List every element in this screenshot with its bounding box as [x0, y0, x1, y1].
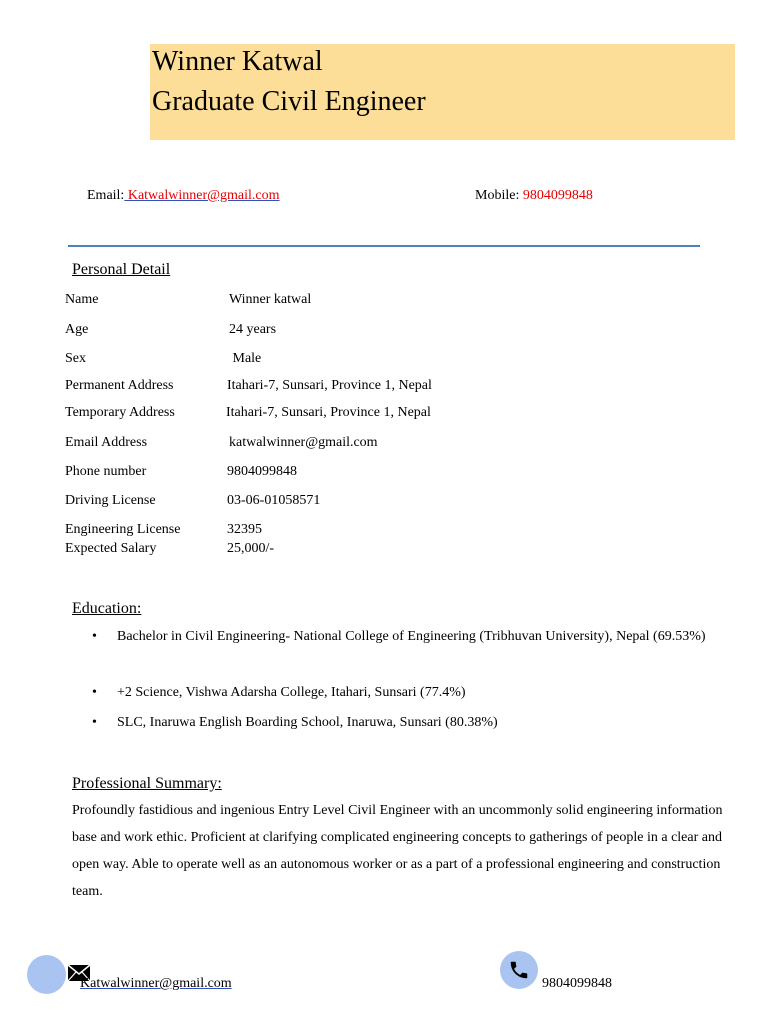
summary-text: Profoundly fastidious and ingenious Entry Level Civil Engineer with an uncommonly solid engineering information base and work ethic. Proficient at clarifying complicated engineering concepts to gatherings of people in a clear and open way. Able to operate well as an autonomous worker or as a part of a professional engineering and construction team. — [72, 803, 723, 899]
detail-value: Winner katwal — [229, 292, 312, 307]
mobile-value: 9804099848 — [519, 188, 593, 203]
detail-label: Engineering License — [65, 522, 181, 537]
mobile-label: Mobile: — [475, 188, 520, 203]
divider — [68, 245, 700, 247]
detail-value: Itahari-7, Sunsari, Province 1, Nepal — [226, 405, 431, 420]
education-item: +2 Science, Vishwa Adarsha College, Itahari, Sunsari (77.4%) — [117, 685, 466, 700]
detail-value: 24 years — [229, 322, 277, 337]
candidate-title: Graduate Civil Engineer — [152, 86, 426, 117]
bullet-icon: • — [92, 629, 97, 644]
bullet-icon: • — [92, 685, 97, 700]
footer-phone: 9804099848 — [542, 976, 612, 991]
summary-heading: Professional Summary: — [72, 775, 222, 792]
education-item: SLC, Inaruwa English Boarding School, Inaruwa, Sunsari (80.38%) — [117, 715, 498, 730]
education-heading: Education: — [72, 600, 142, 617]
decorative-circle — [27, 955, 66, 994]
detail-label: Temporary Address — [65, 405, 175, 420]
detail-value: Itahari-7, Sunsari, Province 1, Nepal — [227, 378, 432, 393]
detail-value: Male — [229, 351, 262, 366]
contact-mobile — [475, 188, 593, 204]
personal-detail-heading: Personal Detail — [72, 261, 171, 278]
email-link[interactable]: Katwalwinner@gmail.com — [124, 188, 280, 203]
education-item: Bachelor in Civil Engineering- National College of Engineering (Tribhuvan University), Nepal (69.53%) — [117, 629, 706, 644]
detail-value: 03-06-01058571 — [227, 493, 321, 508]
detail-value: 25,000/- — [227, 541, 275, 556]
detail-label: Phone number — [65, 464, 147, 479]
detail-value: katwalwinner@gmail.com — [229, 435, 378, 450]
detail-label: Sex — [65, 351, 86, 366]
detail-value: 32395 — [227, 522, 262, 537]
detail-value: 9804099848 — [227, 464, 297, 479]
detail-label: Name — [65, 292, 99, 307]
detail-label: Permanent Address — [65, 378, 174, 393]
detail-label: Driving License — [65, 493, 156, 508]
phone-icon — [500, 951, 538, 989]
footer-email-link[interactable]: Katwalwinner@gmail.com — [80, 976, 232, 991]
candidate-name: Winner Katwal — [152, 46, 323, 77]
bullet-icon: • — [92, 715, 97, 730]
contact-email — [87, 188, 280, 204]
email-label: Email: — [87, 188, 125, 203]
detail-label: Expected Salary — [65, 541, 157, 556]
detail-label: Email Address — [65, 435, 148, 450]
detail-label: Age — [65, 322, 89, 337]
